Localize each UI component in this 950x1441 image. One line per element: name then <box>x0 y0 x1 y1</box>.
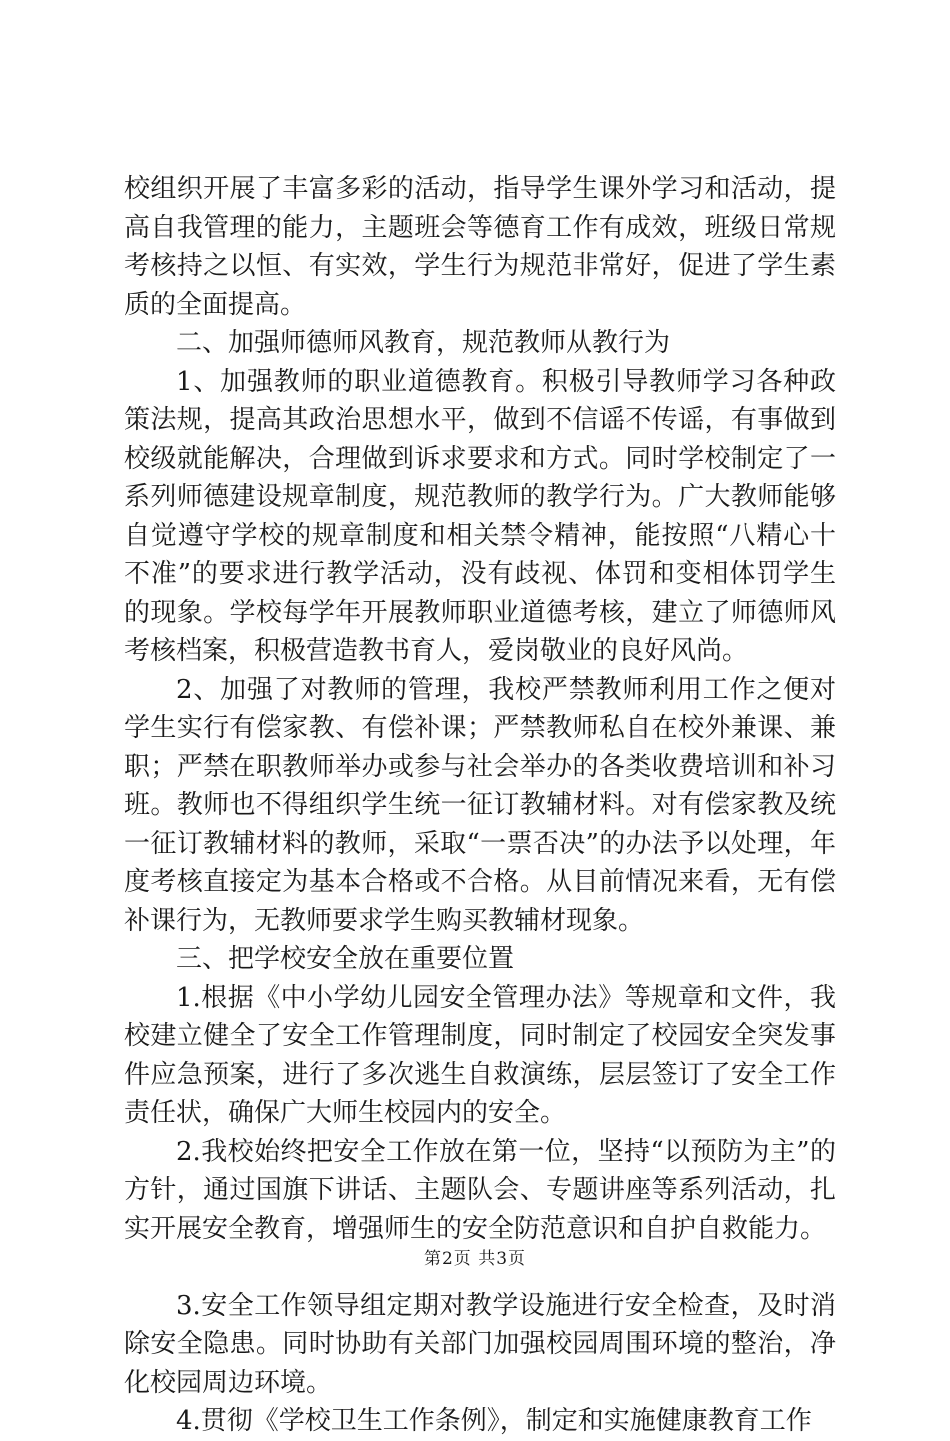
paragraph-2-2: 2、加强了对教师的管理，我校严禁教师利用工作之便对学生实行有偿家教、有偿补课；严禁教师私自在校外兼课、兼职；严禁在职教师举办或参与社会举办的各类收费培训和补习班。教师也不得组织学生统一征订教辅材料。对有偿家教及统一征订教辅材料的教师，采取“一票否决”的办法予以处理，年度考核直接定为基本合格或不合格。从目前情况来看，无有偿补课行为，无教师要求学生购买教辅材现象。 <box>124 674 836 936</box>
section-heading-2: 二、加强师德师风教育，规范教师从教行为 <box>176 328 671 358</box>
paragraph-continuation: 校组织开展了丰富多彩的活动，指导学生课外学习和活动，提高自我管理的能力，主题班会等德育工作有成效，班级日常规考核持之以恒、有实效，学生行为规范非常好，促进了学生素质的全面提高。 <box>124 174 836 320</box>
paragraph-3-1: 1.根据《中小学幼儿园安全管理办法》等规章和文件，我校建立健全了安全工作管理制度，同时制定了校园安全突发事件应急预案，进行了多次逃生自救演练，层层签订了安全工作责任状，确保广大师生校园内的安全。 <box>124 982 836 1128</box>
paragraph-3-3: 3.安全工作领导组定期对教学设施进行安全检查，及时消除安全隐患。同时协助有关部门加强校园周围环境的整治，净化校园周边环境。 <box>124 1290 836 1398</box>
paragraph-3-2: 2.我校始终把安全工作放在第一位，坚持“以预防为主”的方针，通过国旗下讲话、主题队会、专题讲座等系列活动，扎实开展安全教育，增强师生的安全防范意识和自护自救能力。 <box>124 1136 836 1244</box>
paragraph-3-4: 4.贯彻《学校卫生工作条例》，制定和实施健康教育工作 <box>176 1406 812 1436</box>
section-heading-3: 三、把学校安全放在重要位置 <box>176 944 515 974</box>
page-number-footer: 第2页 共3页 <box>423 1249 527 1269</box>
paragraph-2-1: 1、加强教师的职业道德教育。积极引导教师学习各种政策法规，提高其政治思想水平，做到不信谣不传谣，有事做到校级就能解决，合理做到诉求要求和方式。同时学校制定了一系列师德建设规章制度，规范教师的教学行为。广大教师能够自觉遵守学校的规章制度和相关禁令精神，能按照“八精心十不准”的要求进行教学活动，没有歧视、体罚和变相体罚学生的现象。学校每学年开展教师职业道德考核，建立了师德师风考核档案，积极营造教书育人，爱岗敬业的良好风尚。 <box>124 366 836 666</box>
